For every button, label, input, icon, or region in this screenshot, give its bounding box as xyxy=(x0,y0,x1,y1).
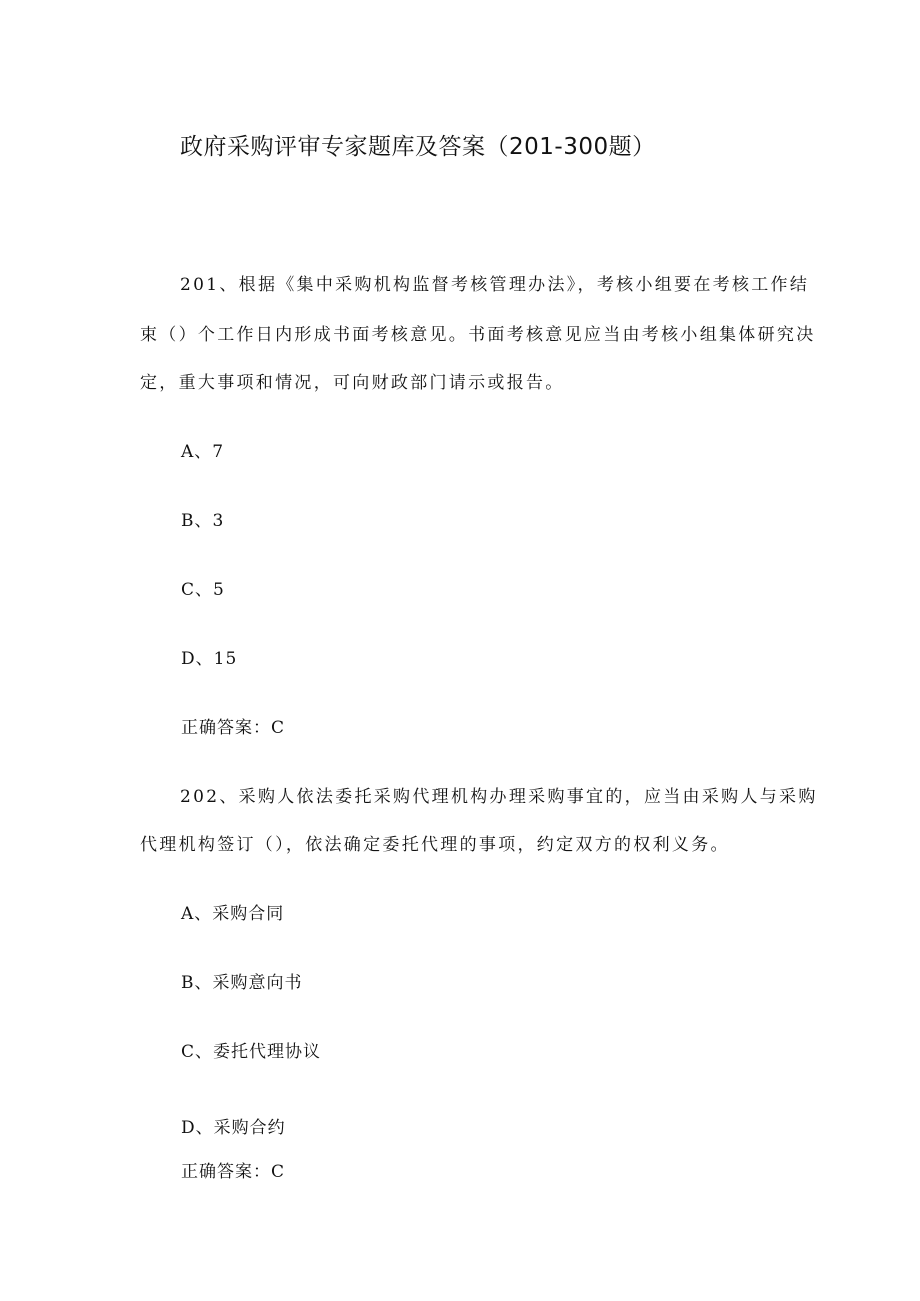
option-b: B、3 xyxy=(181,511,225,531)
correct-answer: 正确答案：C xyxy=(181,1162,286,1182)
option-a: A、7 xyxy=(181,442,225,462)
question-stem-line: 201、根据《集中采购机构监督考核管理办法》，考核小组要在考核工作结 xyxy=(180,275,810,295)
question-stem-line: 束（）个工作日内形成书面考核意见。书面考核意见应当由考核小组集体研究决 xyxy=(140,325,816,345)
option-c: C、委托代理协议 xyxy=(181,1042,322,1062)
option-c: C、5 xyxy=(181,580,225,600)
question-stem-line: 定，重大事项和情况，可向财政部门请示或报告。 xyxy=(140,373,565,393)
option-d: D、采购合约 xyxy=(181,1118,286,1138)
option-d: D、15 xyxy=(181,649,238,669)
option-b: B、采购意向书 xyxy=(181,973,303,993)
document-title: 政府采购评审专家题库及答案（201-300题） xyxy=(180,134,656,160)
question-stem-line: 202、采购人依法委托采购代理机构办理采购事宜的，应当由采购人与采购 xyxy=(180,787,818,807)
option-a: A、采购合同 xyxy=(181,904,285,924)
correct-answer: 正确答案：C xyxy=(181,718,286,738)
question-stem-line: 代理机构签订（），依法确定委托代理的事项，约定双方的权利义务。 xyxy=(140,835,730,855)
